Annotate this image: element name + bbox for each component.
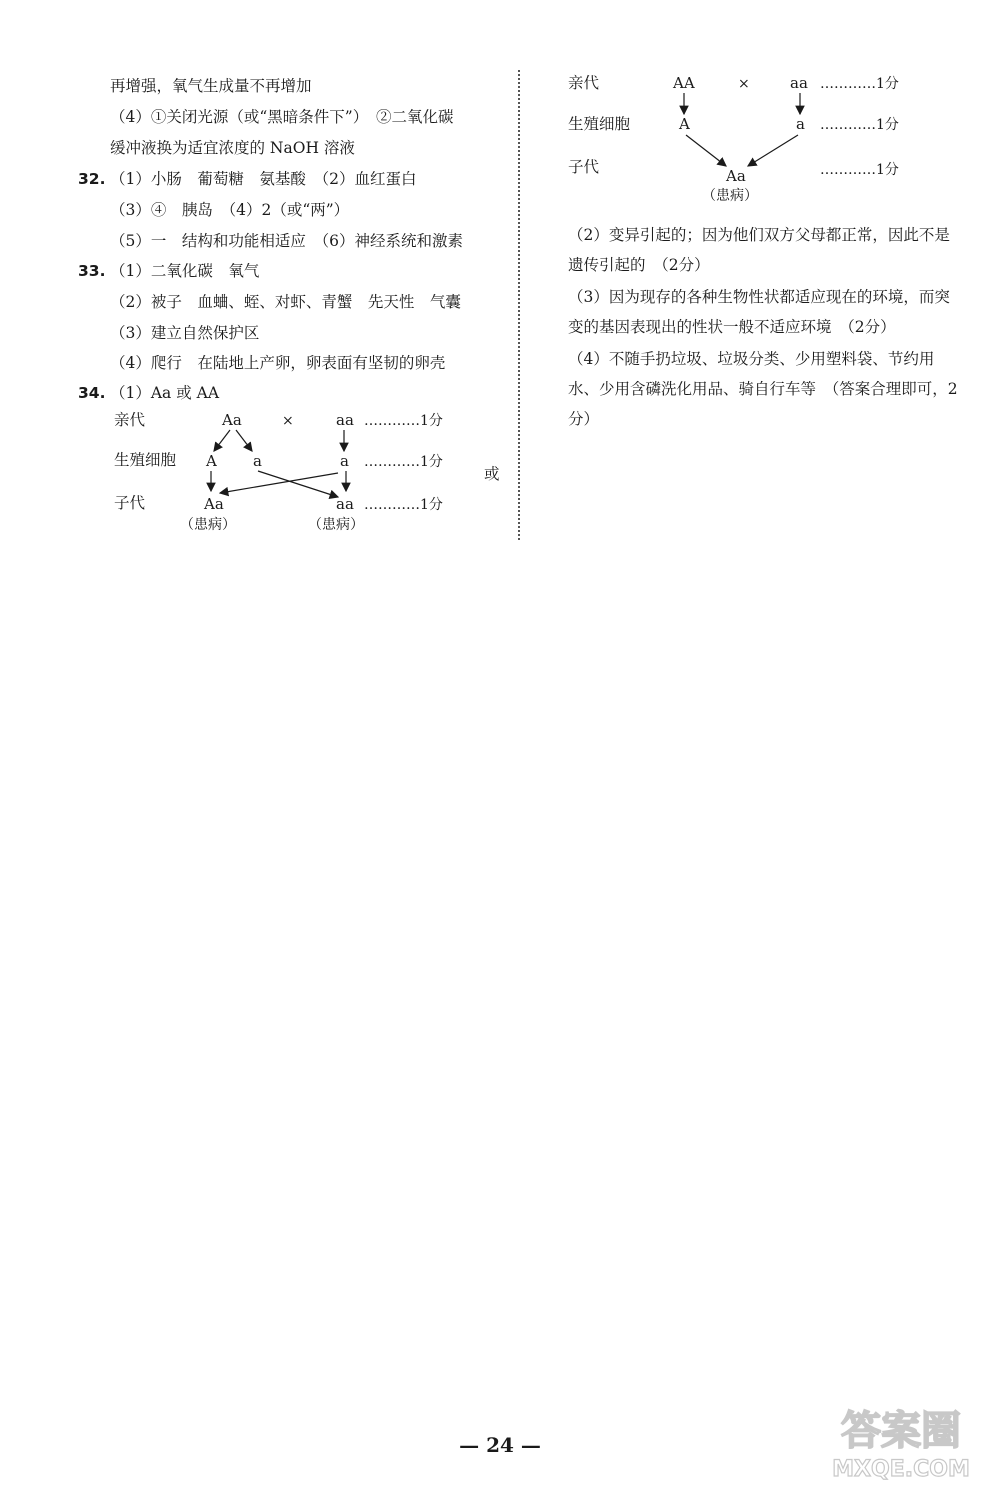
arrow — [686, 135, 726, 166]
answer-line: （1）小肠 葡萄糖 氨基酸 （2）血红蛋白 — [110, 170, 417, 188]
answer-line: （4）爬行 在陆地上产卵，卵表面有坚韧的卵壳 — [110, 354, 446, 372]
watermark-logo — [816, 1398, 986, 1482]
phenotype-label-1: （患病） — [180, 517, 236, 533]
cross-sign: × — [282, 413, 294, 429]
score-label: …………1分 — [820, 76, 899, 92]
arrow — [220, 473, 338, 493]
answer-line: （5）一 结构和功能相适应 （6）神经系统和激素 — [110, 232, 463, 250]
question-number-33: 33. — [78, 262, 106, 280]
score-label: …………1分 — [820, 162, 899, 178]
watermark-domain: MXQE.COM — [832, 1457, 970, 1482]
parent-genotype-2: aa — [790, 74, 808, 92]
gamete-2: a — [796, 115, 805, 133]
score-label: …………1分 — [364, 454, 443, 470]
score-label: …………1分 — [364, 413, 443, 429]
gamete-1: A — [679, 115, 690, 133]
watermark-text: 答案圈 — [841, 1408, 961, 1454]
gamete-3: a — [340, 452, 349, 470]
gamete-2: a — [253, 452, 262, 470]
row-label-parents: 亲代 — [114, 411, 146, 429]
gamete-1: A — [206, 452, 217, 470]
genetic-cross-diagram-2 — [566, 68, 966, 208]
parent-genotype-1: Aa — [222, 411, 242, 429]
parent-genotype-2: aa — [336, 411, 354, 429]
answer-line: （3）④ 胰岛 （4）2（或“两”） — [110, 201, 350, 219]
question-number-32: 32. — [78, 170, 106, 188]
answer-line: （3）建立自然保护区 — [110, 324, 260, 342]
row-label-parents: 亲代 — [568, 74, 600, 92]
parent-genotype-1: AA — [673, 74, 695, 92]
score-label: …………1分 — [820, 117, 899, 133]
phenotype-label-2: （患病） — [308, 517, 364, 533]
answer-line: 再增强，氧气生成量不再增加 — [110, 77, 312, 95]
answer-line: （2）被子 血蛐、蛭、对虾、青蟹 先天性 气囊 — [110, 293, 461, 311]
question-number-34: 34. — [78, 384, 106, 402]
arrow — [214, 430, 230, 451]
page-number: — 24 — — [459, 1433, 541, 1457]
offspring-genotype-2: aa — [336, 495, 354, 513]
answer-line: （4）①关闭光源（或“黑暗条件下”） ②二氧化碳 — [110, 108, 454, 126]
row-label-gametes: 生殖细胞 — [114, 451, 177, 469]
answer-paragraph: （4）不随手扔垃圾、垃圾分类、少用塑料袋、节约用水、少用含磷洗化用品、骑自行车等 （答案合理即可，2分） — [568, 350, 958, 428]
arrow — [236, 430, 252, 451]
answer-line: （1）Aa 或 AA — [110, 384, 220, 402]
row-label-gametes: 生殖细胞 — [568, 115, 631, 133]
row-label-offspring: 子代 — [114, 494, 146, 512]
arrow — [748, 135, 798, 166]
answer-line: 缓冲液换为适宜浓度的 NaOH 溶液 — [110, 139, 355, 157]
answer-paragraph: （2）变异引起的；因为他们双方父母都正常，因此不是遗传引起的 （2分） — [568, 226, 950, 274]
or-label: 或 — [484, 465, 500, 483]
phenotype-label: （患病） — [702, 188, 758, 204]
offspring-genotype: Aa — [726, 167, 746, 185]
row-label-offspring: 子代 — [568, 158, 600, 176]
cross-sign: × — [738, 76, 750, 92]
score-label: …………1分 — [364, 497, 443, 513]
column-divider — [518, 70, 520, 540]
answer-line: （1）二氧化碳 氧气 — [110, 262, 260, 280]
offspring-genotype-1: Aa — [204, 495, 224, 513]
answer-paragraph: （3）因为现存的各种生物性状都适应现在的环境，而突变的基因表现出的性状一般不适应环境 （2分） — [568, 288, 950, 336]
genetic-cross-diagram-1 — [108, 405, 508, 540]
